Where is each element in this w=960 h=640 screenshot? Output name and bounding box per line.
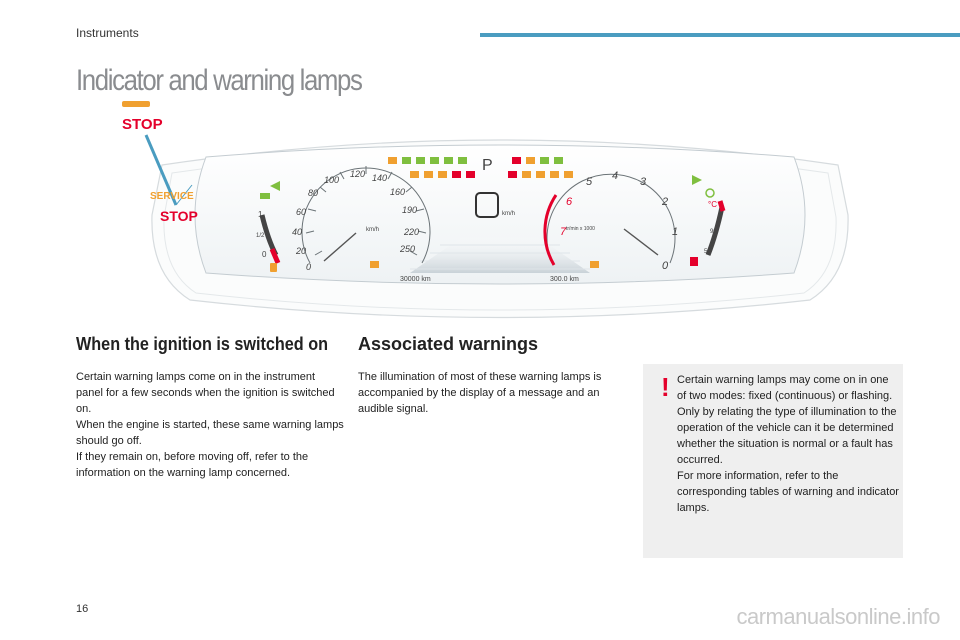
speed-tick-0: 0 (306, 262, 312, 272)
exclamation-icon: ! (661, 372, 670, 402)
speed-tick-140: 140 (372, 173, 388, 183)
section-label: Instruments (76, 26, 139, 40)
speed-tick-60: 60 (296, 207, 307, 217)
stop-label-side: STOP (160, 208, 198, 224)
rpm-unit: tr/min x 1000 (566, 226, 595, 232)
warning-note-box (643, 364, 903, 558)
service-label: SERVICE (150, 191, 194, 202)
tyre-pressure-icon (424, 171, 433, 178)
oil-icon (452, 171, 461, 178)
temp-tick-90: 90 (710, 229, 717, 235)
engine-icon (438, 171, 447, 178)
lights-icon (416, 157, 425, 164)
handbrake-icon (526, 157, 535, 164)
filter-icon (536, 171, 545, 178)
speed-tick-250: 250 (400, 244, 416, 254)
service-icon (522, 171, 531, 178)
gear-indicator: P (482, 157, 493, 174)
fuel-tick-full: 1 (258, 210, 263, 219)
speed-tick-80: 80 (308, 188, 319, 198)
rpm-tick-0: 0 (662, 260, 669, 272)
speed-tick-120: 120 (350, 169, 366, 179)
wrench-icon (122, 101, 150, 107)
section-ignition (76, 334, 344, 481)
odometer: 30000 km (400, 276, 431, 283)
section-warnings-body: The illumination of most of these warning lamps is accompanied by the display of a message and an audible signal. (358, 371, 602, 415)
warning-note-text: Certain warning lamps may come on in one of two modes: fixed (continuous) or flashing. Only by relating the type of illumination to the operation of the vehicle can it be determined whether the situation is normal or a fault has occurred. For more information, refer to the corresponding tables of warning and indicator lamps. (677, 374, 899, 514)
section-ignition-heading: When the ignition is switched on (76, 334, 328, 354)
fuel-warning-icon (564, 171, 573, 178)
steering-icon (590, 261, 599, 268)
brake-icon (402, 157, 411, 164)
lane-icon (554, 157, 563, 164)
fuel-pump-icon (270, 263, 277, 272)
rpm-tick-4: 4 (612, 170, 619, 182)
temp-tick-50: 50 (704, 249, 711, 255)
watermark: carmanualsonline.info (736, 604, 940, 629)
adblue-icon (550, 171, 559, 178)
fuel-tick-half: 1/2 (256, 233, 265, 239)
coolant-icon (690, 257, 698, 266)
speed-tick-20: 20 (296, 246, 307, 256)
airbag-icon (410, 171, 419, 178)
speed-tick-40: 40 (292, 227, 303, 237)
door-open-icon (512, 157, 521, 164)
header-accent-bar (480, 33, 960, 37)
page-number: 16 (76, 603, 89, 615)
rpm-tick-2: 2 (662, 196, 669, 208)
section-warnings-heading: Associated warnings (358, 334, 539, 354)
speed-tick-100: 100 (324, 175, 340, 185)
speed-unit: km/h (366, 227, 380, 233)
section-warnings (358, 334, 628, 417)
rpm-tick-6: 6 (566, 196, 573, 208)
stop-label-top: STOP (122, 116, 163, 133)
section-ignition-body: Certain warning lamps come on in the instrument panel for a few seconds when the ignition is switched on. When the engine is started, these same warning lamps should go off. If they remain on, before moving off, refer to the information on the warning lamp concerned. (76, 371, 344, 479)
stop-start-icon (508, 171, 517, 178)
speed-tick-220: 220 (404, 227, 420, 237)
cruise-icon (540, 157, 549, 164)
battery-icon (466, 171, 475, 178)
abs-icon (444, 157, 453, 164)
esp-icon (458, 157, 467, 164)
rpm-tick-5: 5 (586, 176, 593, 188)
temp-gauge-hot-zone (720, 201, 723, 211)
trip-meter: 300.0 km (550, 276, 579, 283)
fog-light-icon (430, 157, 439, 164)
rpm-tick-7: 7 (560, 226, 567, 238)
instrument-panel-illustration (110, 95, 890, 325)
rpm-tick-3: 3 (640, 176, 647, 188)
parking-light-icon (260, 193, 270, 199)
seatbelt-icon (388, 157, 397, 164)
speed-tick-190: 190 (402, 205, 418, 215)
page-title: Indicator and warning lamps (76, 64, 362, 97)
fuel-tick-empty: 0 (262, 250, 267, 259)
speed-tick-160: 160 (390, 187, 406, 197)
glow-plug-icon (370, 261, 379, 268)
temp-unit: °C (708, 200, 717, 209)
center-speed-unit: km/h (502, 211, 516, 217)
rpm-tick-1: 1 (672, 226, 679, 238)
